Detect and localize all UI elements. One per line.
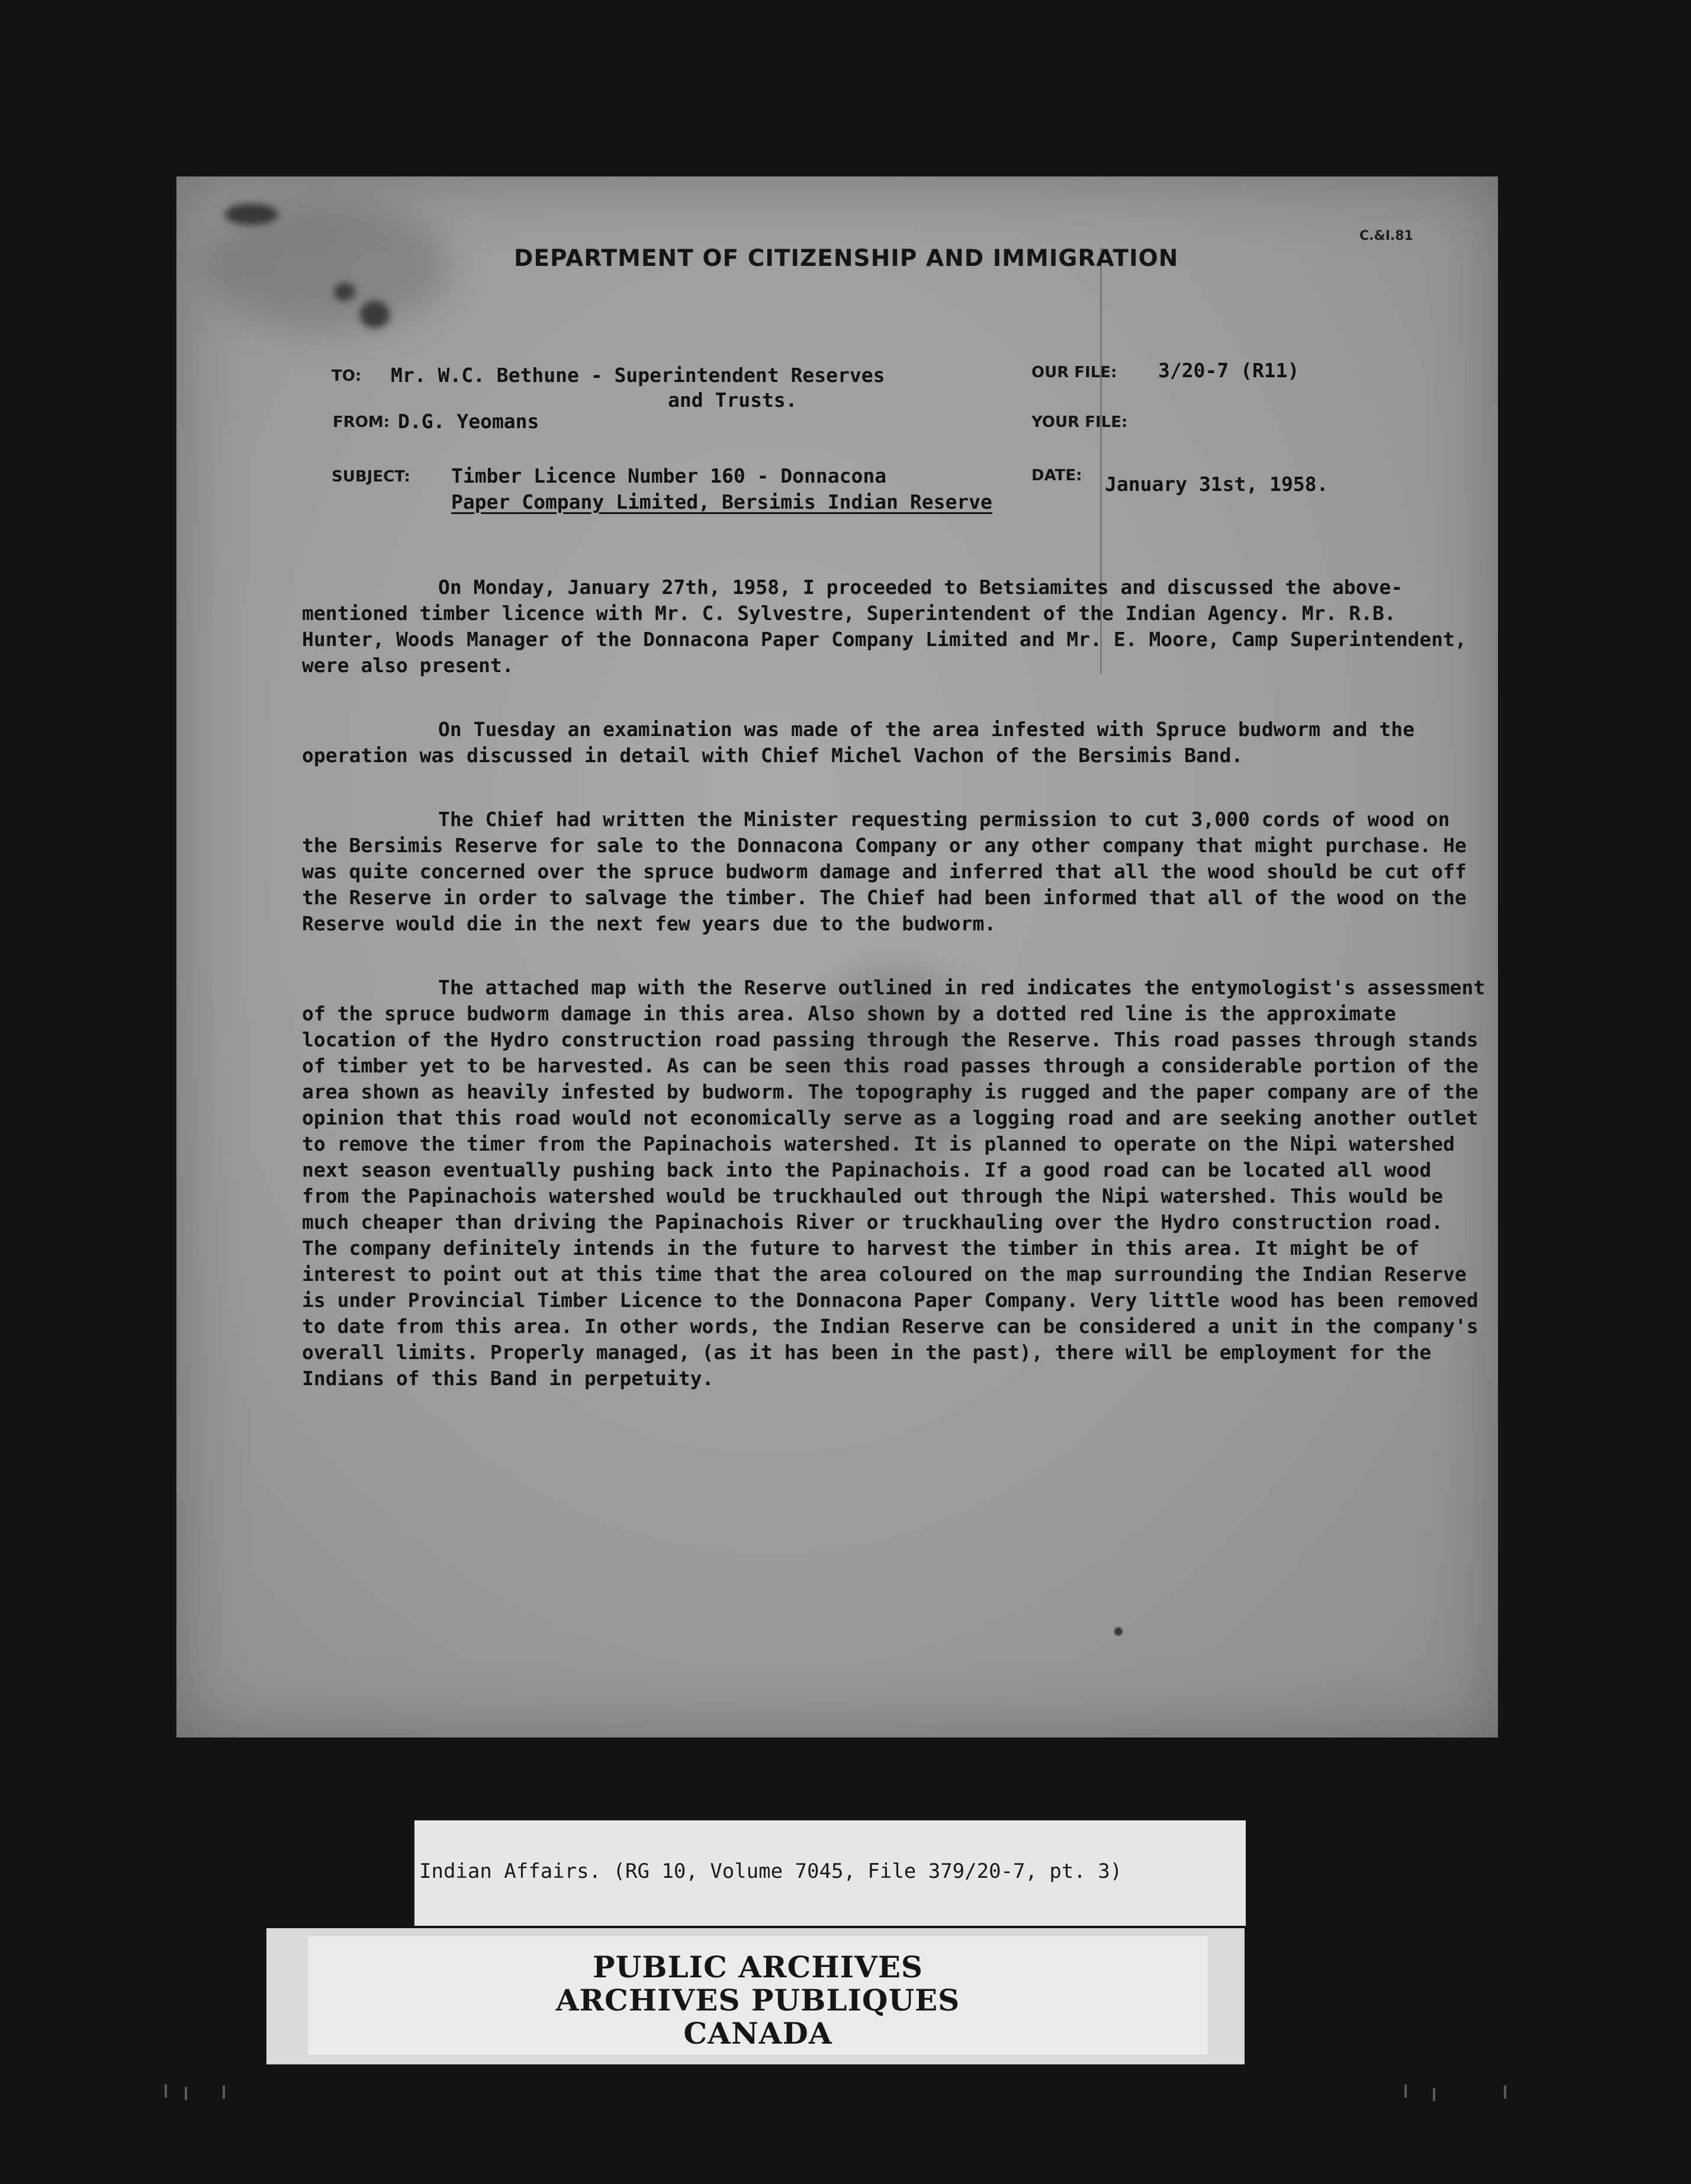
stamp-line-public-archives: PUBLIC ARCHIVES (593, 1949, 923, 1984)
stamp-line-archives-publiques: ARCHIVES PUBLIQUES (555, 1983, 960, 2018)
archives-stamp (266, 1928, 1245, 2064)
film-edge-marks (0, 2085, 1691, 2120)
paragraph-1: On Monday, January 27th, 1958, I proceeded to Betsiamites and discussed the above-mentioned timber licence with Mr. C. Sylvestre, Superintendent of the Indian Agency. Mr. R.B. Hunter, Woods Manager of the Donnacona Paper Company Limited and Mr. E. Moore, Camp Superintendent, were also present. (302, 576, 1467, 677)
stamp-line-canada: CANADA (683, 2016, 832, 2051)
from-label: FROM: (333, 413, 390, 431)
to-recipient: Mr. W.C. Bethune - Superintendent Reserves (391, 364, 885, 387)
subject-label: SUBJECT: (332, 468, 410, 486)
department-heading: DEPARTMENT OF CITIZENSHIP AND IMMIGRATION (514, 245, 1179, 272)
paragraph-4: The attached map with the Reserve outlined in red indicates the entymologist's assessment of the spruce budworm damage in this area. Also shown by a dotted red line is the approximate location of the Hydro construction road passing through the Reserve. This road passes through stands of timber yet to be harvested. As can be seen this road passes through a considerable portion of the area shown as heavily infested by budworm. The topography is rugged and the paper company are of the opinion that this road would not economically serve as a logging road and are seeking another outlet to remove the timer from the Papinachois watershed. It is planned to operate on the Nipi watershed next season eventually pushing back into the Papinachois. If a good road can be located all wood from the Papinachois watershed would be truckhauled out through the Nipi watershed. This would be much cheaper than driving the Papinachois River or truckhauling over the Hydro construction road. The company definitely intends in the future to harvest the timber in this area. It might be of interest to point out at this time that the area coloured on the map surrounding the Indian Reserve is under Provincial Timber Licence to the Donnacona Paper Company. Very little wood has been removed to date from this area. In other words, the Indian Reserve can be considered a unit in the company's overall limits. Properly managed, (as it has been in the past), there will be employment for the Indians of this Band in perpetuity. (302, 976, 1486, 1390)
form-code: C.&I.81 (1359, 229, 1413, 243)
your-file-label: YOUR FILE: (1031, 413, 1128, 431)
archives-stamp-label (308, 1936, 1208, 2055)
film-speck (185, 2087, 187, 2100)
film-speck (165, 2085, 167, 2098)
to-recipient-line2: and Trusts. (668, 388, 798, 412)
date-label: DATE: (1031, 467, 1082, 484)
memo-page (176, 176, 1498, 1737)
subject-line-1: Timber Licence Number 160 - Donnacona (451, 464, 887, 487)
from-sender: D.G. Yeomans (398, 410, 539, 433)
to-label: TO: (332, 367, 362, 385)
our-file-label: OUR FILE: (1031, 364, 1117, 381)
film-speck (223, 2086, 225, 2099)
subject-line-2: Paper Company Limited, Bersimis Indian Reserve (451, 490, 992, 513)
paragraph-3: The Chief had written the Minister requesting permission to cut 3,000 cords of wood on the Bersimis Reserve for sale to the Donnacona Company or any other company that might purchase. He was quite concerned over the spruce budworm damage and inferred that all the wood should be cut off the Reserve in order to salvage the timber. The Chief had been informed that all of the wood on the Reserve would die in the next few years due to the budworm. (302, 808, 1467, 935)
archive-reference: Indian Affairs. (RG 10, Volume 7045, File 379/20-7, pt. 3) (419, 1859, 1123, 1883)
ink-dot (1114, 1627, 1123, 1636)
archive-reference-slip (414, 1820, 1246, 1926)
our-file-number: 3/20-7 (R11) (1158, 359, 1300, 382)
memo-body (302, 574, 1486, 1430)
paragraph-2: On Tuesday an examination was made of the area infested with Spruce budworm and the operation was discussed in detail with Chief Michel Vachon of the Bersimis Band. (302, 718, 1415, 767)
film-speck (1504, 2086, 1506, 2099)
memo-date: January 31st, 1958. (1105, 473, 1329, 496)
water-stain-top (200, 200, 449, 330)
film-speck (1404, 2085, 1407, 2098)
film-speck (1433, 2088, 1435, 2101)
